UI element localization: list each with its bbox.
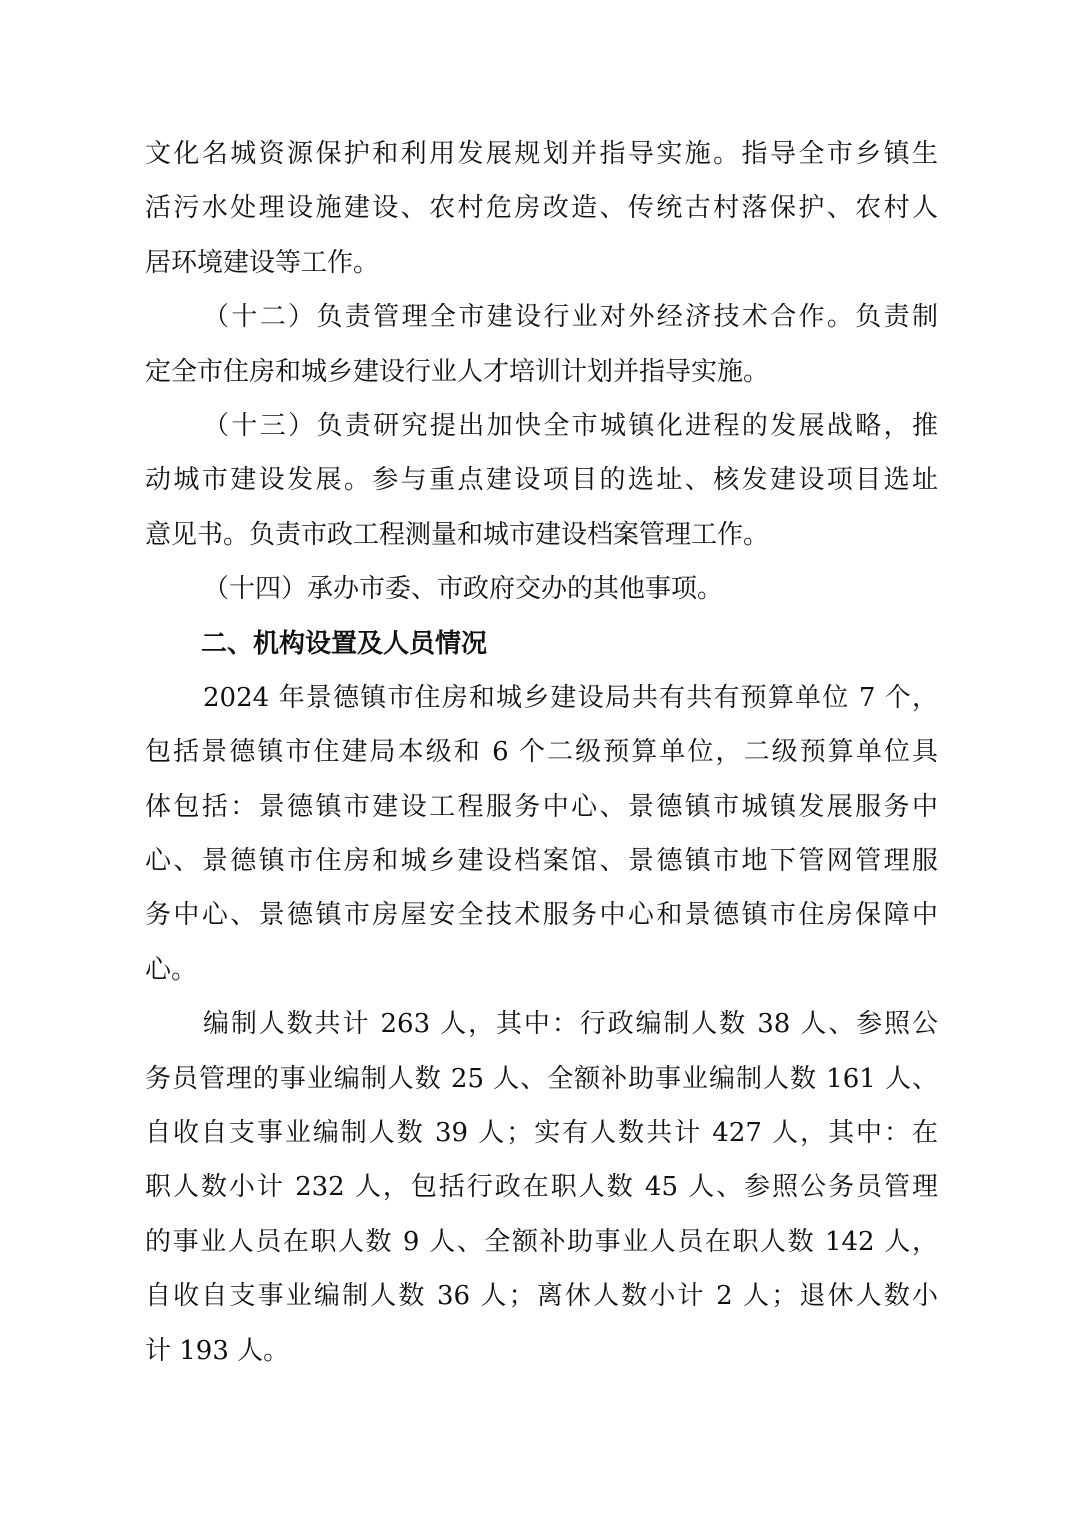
text-line: 2024 年景德镇市住房和城乡建设局共有共有预算单位 7 个，: [203, 682, 938, 713]
text-line: 文化名城资源保护和利用发展规划并指导实施。指导全市乡镇生: [145, 139, 938, 169]
text-line: 定全市住房和城乡建设行业人才培训计划并指导实施。: [145, 356, 770, 387]
paragraph-duties-continued: [145, 127, 938, 290]
paragraph-item-13: [145, 399, 938, 562]
text-line: 编制人数共计 263 人，其中：行政编制人数 38 人、参照公: [203, 1009, 938, 1040]
document-page: [145, 127, 938, 1378]
text-line: （十四）承办市委、市政府交办的其他事项。: [203, 574, 724, 605]
text-line: 动城市建设发展。参与重点建设项目的选址、核发建设项目选址: [145, 465, 938, 496]
paragraph-item-12: [145, 290, 938, 399]
section-heading: 二、机构设置及人员情况: [201, 628, 488, 659]
text-line: 居环境建设等工作。: [145, 247, 380, 278]
text-line: （十二）负责管理全市建设行业对外经济技术合作。负责制: [203, 302, 938, 333]
paragraph-item-14: [145, 562, 938, 616]
text-line: （十三）负责研究提出加快全市城镇化进程的发展战略，推: [203, 410, 938, 441]
paragraph-budget-units: [145, 671, 938, 997]
text-line: 活污水处理设施建设、农村危房改造、传统古村落保护、农村人: [145, 193, 938, 224]
text-line: 计 193 人。: [145, 1335, 290, 1366]
text-line: 意见书。负责市政工程测量和城市建设档案管理工作。: [145, 519, 770, 550]
text-line: 心、景德镇市住房和城乡建设档案馆、景德镇市地下管网管理服: [145, 846, 938, 877]
text-line: 自收自支事业编制人数 39 人；实有人数共计 427 人，其中：在: [145, 1118, 938, 1149]
text-line: 心。: [145, 954, 198, 985]
text-line: 包括景德镇市住建局本级和 6 个二级预算单位，二级预算单位具: [145, 737, 938, 768]
text-line: 的事业人员在职人数 9 人、全额补助事业人员在职人数 142 人，: [145, 1226, 938, 1257]
text-line: 自收自支事业编制人数 36 人；离休人数小计 2 人；退休人数小: [145, 1281, 938, 1312]
paragraph-staffing: [145, 997, 938, 1378]
text-line: 务中心、景德镇市房屋安全技术服务中心和景德镇市住房保障中: [145, 900, 938, 931]
text-line: 职人数小计 232 人，包括行政在职人数 45 人、参照公务员管理: [145, 1172, 938, 1203]
text-line: 务员管理的事业编制人数 25 人、全额补助事业编制人数 161 人、: [145, 1063, 938, 1094]
text-line: 体包括：景德镇市建设工程服务中心、景德镇市城镇发展服务中: [145, 791, 938, 822]
